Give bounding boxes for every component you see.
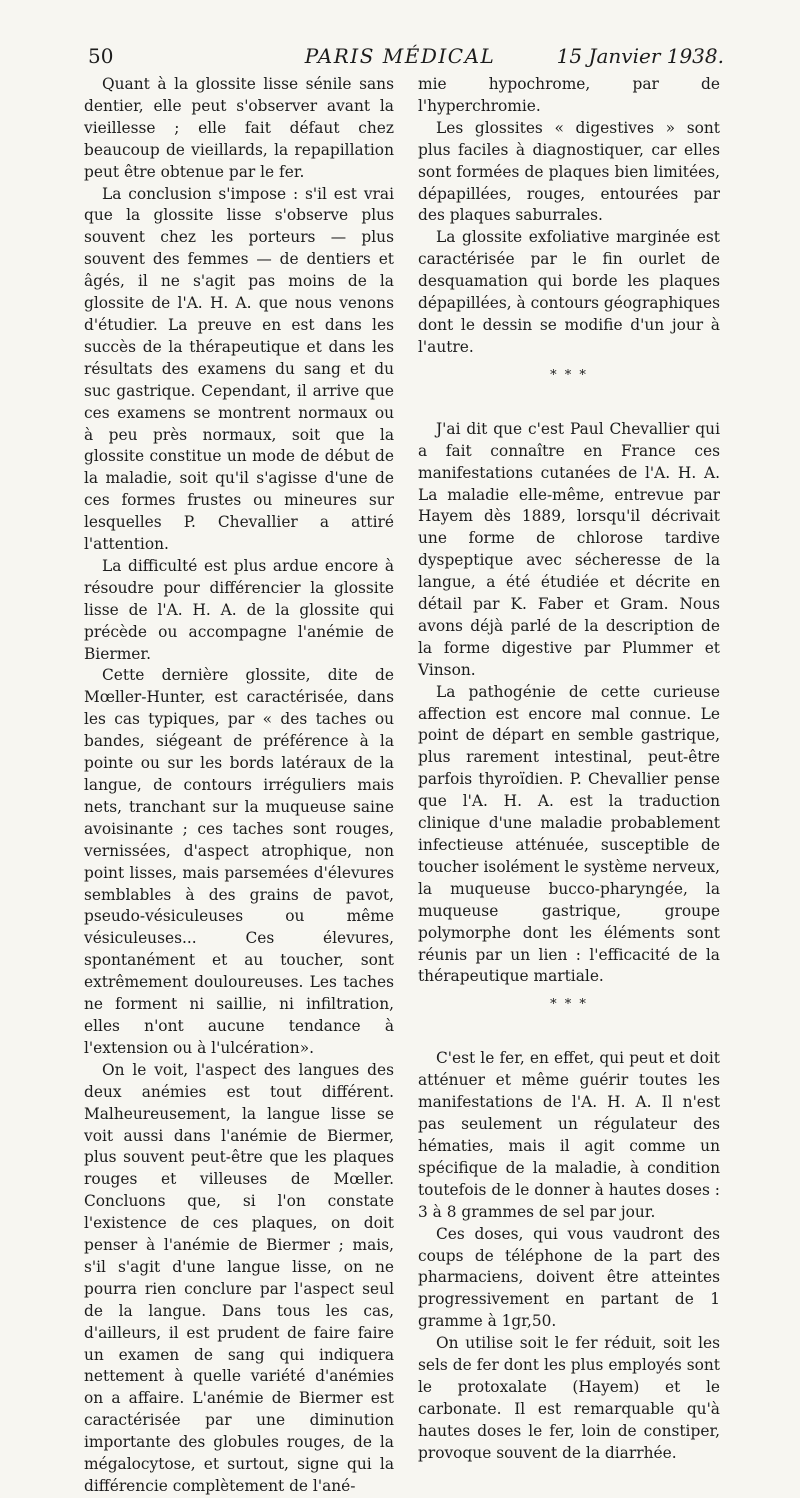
paragraph: J'ai dit que c'est Paul Chevallier qui a fait connaître en France ces manifestations cutanées de l'A. H. A. La maladie elle-même, entrevue par Hayem dès 1889, lorsqu'il décrivait une forme de chlorose tardive dyspeptique avec sécheresse de la langue, a été étudiée et décrite en détail par K. Faber et Gram. Nous avons déjà parlé de la description de la forme digestive par Plummer et Vinson. [418, 419, 720, 679]
paragraph-continuation: mie hypochrome, par de l'hyperchromie. [418, 75, 720, 115]
paragraph: La pathogénie de cette curieuse affection est encore mal connue. Le point de départ en semble gastrique, plus rarement intestinal, peut-être parfois thyroïdien. P. Chevallier pense que l'A. H. A. est la traduction clinique d'une maladie probablement infectieuse atténuée, susceptible de toucher isolément le système nerveux, la muqueuse bucco-pharyngée, la muqueuse gastrique, groupe polymorphe dont les éléments sont réunis par un lien : l'efficacité de la thérapeutique martiale. [418, 682, 720, 986]
journal-title: PARIS MÉDICAL [304, 44, 496, 68]
paragraph: On utilise soit le fer réduit, soit les sels de fer dont les plus employés sont le protoxalate (Hayem) et le carbonate. Il est remarquable qu'à hautes doses le fer, loin de constiper, provoque souvent de la diarrhée. [418, 1334, 720, 1462]
paragraph: La difficulté est plus ardue encore à résoudre pour différencier la glossite lisse de l'A. H. A. de la glossite qui précède ou accompagne l'anémie de Biermer. [84, 556, 394, 663]
paragraph: Les glossites « digestives » sont plus faciles à diagnostiquer, car elles sont formées de plaques bien limitées, dépapillées, rouges, entourées par des plaques saburrales. [418, 118, 720, 225]
paragraph: C'est le fer, en effet, qui peut et doit atténuer et même guérir toutes les manifestations de l'A. H. A. Il n'est pas seulement un régulateur des hématies, mais il agit comme un spécifique de la maladie, à condition toutefois de le donner à hautes doses : 3 à 8 grammes de sel par jour. [418, 1049, 720, 1221]
issue-date: 15 Janvier 1938. [556, 44, 724, 68]
paragraph: On le voit, l'aspect des langues des deux anémies est tout différent. Malheureusement, la langue lisse se voit aussi dans l'anémie de Biermer, plus souvent peut-être que les plaques rouges et villeuses de Mœller. Concluons que, si l'on constate l'existence de ces plaques, on doit penser à l'anémie de Biermer ; mais, s'il s'agit d'une langue lisse, on ne pourra rien conclure par l'aspect seul de la langue. Dans tous les cas, d'ailleurs, il est prudent de faire faire un examen de sang qui indiquera nettement à quelle variété d'anémies on a affaire. L'anémie de Biermer est caractérisée par une diminution importante des globules rouges, de la mégalocytose, et surtout, signe qui la différencie complètement de l'ané- [84, 1060, 394, 1495]
paragraph: Ces doses, qui vous vaudront des coups de téléphone de la part des pharmaciens, doivent être atteintes progressivement en partant de 1 gramme à 1gr,50. [418, 1224, 720, 1331]
section-separator: * * * [550, 997, 588, 1013]
paragraph: Quant à la glossite lisse sénile sans dentier, elle peut s'observer avant la vieillesse ; elle fait défaut chez beaucoup de vieillards, la repapillation peut être obtenue par le fer. [84, 75, 394, 181]
paragraph: La glossite exfoliative marginée est caractérisée par le fin ourlet de desquamation qui borde les plaques dépapillées, à contours géographiques dont le dessin se modifie d'un jour à l'autre. [418, 228, 720, 356]
left-column [84, 74, 394, 1498]
section-separator: * * * [550, 367, 588, 383]
page-number: 50 [88, 44, 114, 68]
paragraph: La conclusion s'impose : s'il est vrai que la glossite lisse s'observe plus souvent chez les porteurs — plus souvent des femmes — de dentiers et âgés, il ne s'agit pas moins de la glossite de l'A. H. A. que nous venons d'étudier. La preuve en est dans les succès de la thérapeutique et dans les résultats des examens du sang et du suc gastrique. Cependant, il arrive que ces examens se montrent normaux ou à peu près normaux, soit que la glossite constitue un mode de début de la maladie, soit qu'il s'agisse d'une de ces formes frustes ou mineures sur lesquelles P. Chevallier a attiré l'attention. [84, 184, 394, 554]
paragraph: Cette dernière glossite, dite de Mœller-Hunter, est caractérisée, dans les cas typiques, par « des taches ou bandes, siégeant de préférence à la pointe ou sur les bords latéraux de la langue, de contours irréguliers mais nets, tranchant sur la muqueuse saine avoisinante ; ces taches sont rouges, vernissées, d'aspect atrophique, non point lisses, mais parsemées d'élevures semblables à des grains de pavot, pseudo-vésiculeuses ou même vésiculeuses... Ces élevures, spontanément et au toucher, sont extrêmement douloureuses. Les taches ne forment ni saillie, ni infiltration, elles n'ont aucune tendance à l'extension ou à l'ulcération». [84, 666, 394, 1057]
right-column [418, 74, 720, 1465]
